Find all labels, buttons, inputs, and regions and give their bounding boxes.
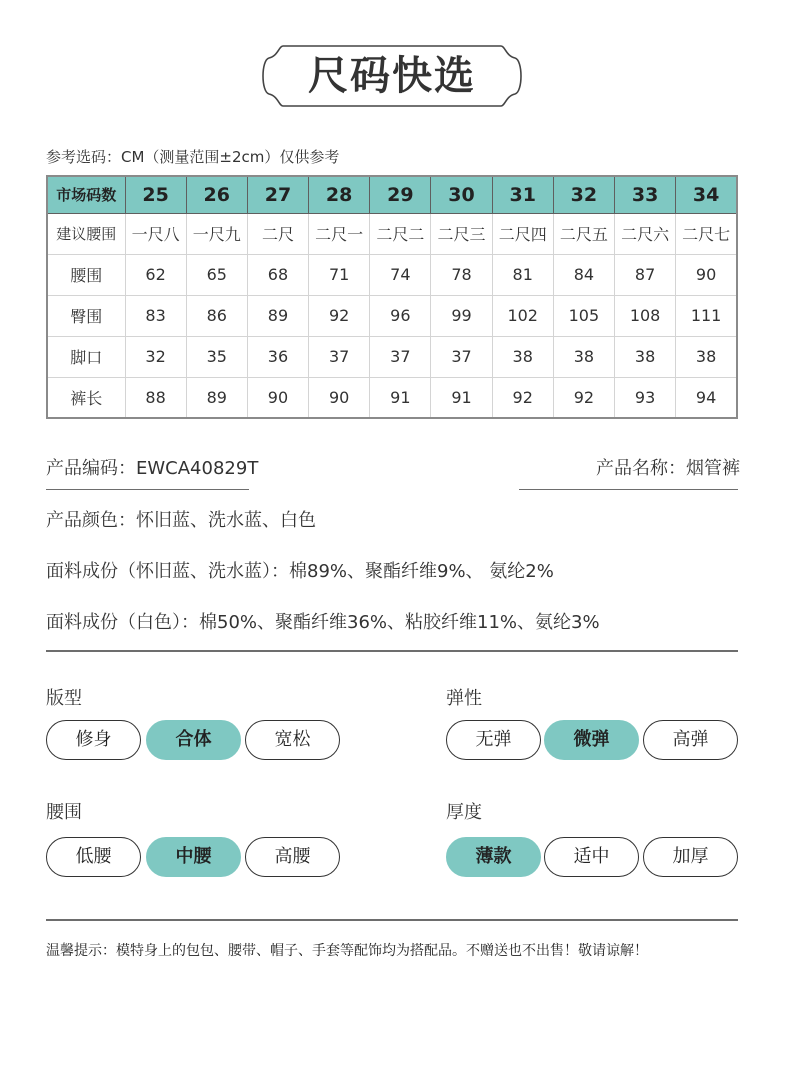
- divider-bottom: [46, 919, 738, 921]
- title-banner: [259, 44, 525, 108]
- table-row: [47, 213, 737, 254]
- table-cell: 38: [676, 336, 737, 377]
- row-label: 腰围: [47, 254, 125, 295]
- table-cell: 87: [615, 254, 676, 295]
- table-cell: 92: [553, 377, 614, 418]
- table-cell: 37: [370, 336, 431, 377]
- table-cell: 65: [186, 254, 247, 295]
- waist-option-mid[interactable]: 中腰: [146, 837, 241, 877]
- thickness-option-thin[interactable]: 薄款: [446, 837, 541, 877]
- size-col-31: 31: [492, 176, 553, 213]
- size-col-32: 32: [553, 176, 614, 213]
- table-cell: 74: [370, 254, 431, 295]
- waist-title: 腰围: [46, 802, 82, 823]
- elasticity-option-high[interactable]: 高弹: [643, 720, 738, 760]
- table-cell: 36: [247, 336, 308, 377]
- table-cell: 二尺七: [676, 213, 737, 254]
- table-cell: 111: [676, 295, 737, 336]
- table-cell: 二尺五: [553, 213, 614, 254]
- table-cell: 90: [247, 377, 308, 418]
- table-cell: 二尺三: [431, 213, 492, 254]
- row-label: 脚口: [47, 336, 125, 377]
- size-col-29: 29: [370, 176, 431, 213]
- table-cell: 92: [309, 295, 370, 336]
- table-cell: 90: [676, 254, 737, 295]
- table-cell: 37: [309, 336, 370, 377]
- size-table: [46, 175, 738, 419]
- table-cell: 38: [492, 336, 553, 377]
- product-colors: 产品颜色：怀旧蓝、洗水蓝、白色: [46, 510, 316, 531]
- divider-short-right: [519, 489, 738, 490]
- table-cell: 90: [309, 377, 370, 418]
- elasticity-option-none[interactable]: 无弹: [446, 720, 541, 760]
- thickness-option-thick[interactable]: 加厚: [643, 837, 738, 877]
- table-cell: 96: [370, 295, 431, 336]
- fabric-composition-white: 面料成份（白色）：棉50%、聚酯纤维36%、粘胶纤维11%、氨纶3%: [46, 612, 600, 633]
- table-cell: 35: [186, 336, 247, 377]
- table-cell: 105: [553, 295, 614, 336]
- table-cell: 84: [553, 254, 614, 295]
- size-header-row: [47, 176, 737, 213]
- elasticity-title: 弹性: [446, 688, 482, 709]
- row-label: 裤长: [47, 377, 125, 418]
- size-col-27: 27: [247, 176, 308, 213]
- table-cell: 88: [125, 377, 186, 418]
- fit-title: 版型: [46, 688, 82, 709]
- table-cell: 89: [247, 295, 308, 336]
- table-cell: 62: [125, 254, 186, 295]
- table-cell: 91: [370, 377, 431, 418]
- reference-note: 参考选码：CM（测量范围±2cm）仅供参考: [46, 148, 340, 166]
- table-row: [47, 254, 737, 295]
- table-cell: 108: [615, 295, 676, 336]
- product-name: 产品名称：烟管裤: [596, 458, 740, 479]
- thickness-option-medium[interactable]: 适中: [544, 837, 639, 877]
- table-cell: 一尺八: [125, 213, 186, 254]
- table-cell: 81: [492, 254, 553, 295]
- fit-option-slim[interactable]: 修身: [46, 720, 141, 760]
- table-row: [47, 377, 737, 418]
- size-col-34: 34: [676, 176, 737, 213]
- table-cell: 102: [492, 295, 553, 336]
- footer-note: 温馨提示：模特身上的包包、腰带、帽子、手套等配饰均为搭配品。不赠送也不出售！敬请谅解！: [46, 943, 648, 959]
- table-cell: 二尺一: [309, 213, 370, 254]
- size-col-28: 28: [309, 176, 370, 213]
- table-cell: 38: [553, 336, 614, 377]
- size-col-26: 26: [186, 176, 247, 213]
- table-cell: 二尺六: [615, 213, 676, 254]
- row-label: 臀围: [47, 295, 125, 336]
- header-label: 市场码数: [47, 176, 125, 213]
- fit-option-regular[interactable]: 合体: [146, 720, 241, 760]
- table-cell: 99: [431, 295, 492, 336]
- table-cell: 38: [615, 336, 676, 377]
- waist-option-low[interactable]: 低腰: [46, 837, 141, 877]
- table-cell: 92: [492, 377, 553, 418]
- thickness-title: 厚度: [446, 802, 482, 823]
- size-col-25: 25: [125, 176, 186, 213]
- table-cell: 94: [676, 377, 737, 418]
- table-cell: 37: [431, 336, 492, 377]
- row-label: 建议腰围: [47, 213, 125, 254]
- divider-top: [46, 650, 738, 652]
- product-code: 产品编码：EWCA40829T: [46, 458, 259, 479]
- waist-option-high[interactable]: 高腰: [245, 837, 340, 877]
- table-cell: 二尺四: [492, 213, 553, 254]
- size-col-33: 33: [615, 176, 676, 213]
- table-cell: 二尺: [247, 213, 308, 254]
- table-cell: 86: [186, 295, 247, 336]
- table-cell: 71: [309, 254, 370, 295]
- elasticity-option-slight[interactable]: 微弹: [544, 720, 639, 760]
- table-cell: 93: [615, 377, 676, 418]
- table-cell: 一尺九: [186, 213, 247, 254]
- divider-short-left: [46, 489, 249, 490]
- table-cell: 91: [431, 377, 492, 418]
- table-cell: 二尺二: [370, 213, 431, 254]
- table-cell: 68: [247, 254, 308, 295]
- fabric-composition-blue: 面料成份（怀旧蓝、洗水蓝）：棉89%、聚酯纤维9%、 氨纶2%: [46, 561, 554, 582]
- fit-option-loose[interactable]: 宽松: [245, 720, 340, 760]
- table-row: [47, 295, 737, 336]
- table-cell: 83: [125, 295, 186, 336]
- page-title: 尺码快选: [308, 53, 476, 99]
- table-row: [47, 336, 737, 377]
- table-cell: 32: [125, 336, 186, 377]
- size-col-30: 30: [431, 176, 492, 213]
- table-cell: 78: [431, 254, 492, 295]
- table-cell: 89: [186, 377, 247, 418]
